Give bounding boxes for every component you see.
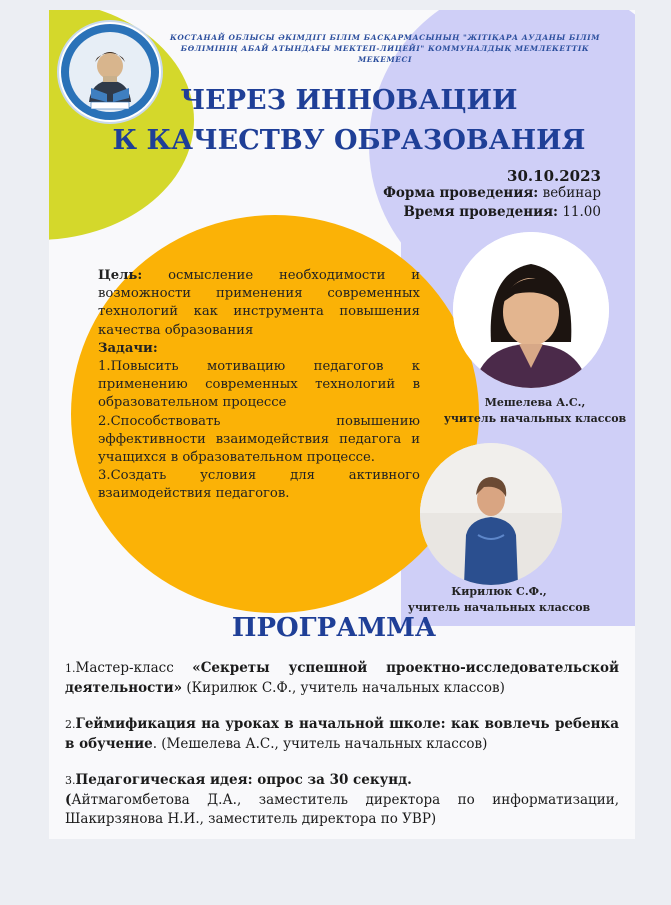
poster [49,10,635,839]
speaker-name: Мешелева А.С., [484,396,586,409]
task-item: 2.Способствовать повышению эффективности взаимодействия педагога и учащихся в образовательном процессе. [98,413,420,466]
tasks-label: Задачи: [98,340,158,356]
speaker-caption-2 [399,584,599,616]
task-item: 1.Повысить мотивацию педагогов к применению современных технологий в образовательном процессе [98,359,420,411]
event-time-label: Время проведения: [403,204,559,220]
event-format-value: вебинар [538,185,601,201]
goal-text: осмысление необходимости и возможности применения современных технологий как инструмента повышения качества образования [98,268,420,338]
speaker-photo-1 [453,232,609,388]
program-item: 1.Мастер-класс «Секреты успешной проектно-исследовательской деятельности» (Кирилюк С.Ф., учитель начальных классов) [65,660,619,696]
goals-block [98,267,420,504]
page-title-line2: К КАЧЕСТВУ ОБРАЗОВАНИЯ [112,125,586,156]
organization-name: КОСТАНАЙ ОБЛЫСЫ ӘКІМДІГІ БІЛІМ БАСҚАРМАСЫНЫҢ "ЖІТІҚАРА АУДАНЫ БІЛІМ БӨЛІМІНІҢ АБАЙ АТЫНДАҒЫ МЕКТЕП-ЛИЦЕЙІ" КОММУНАЛДЫҚ МЕМЛЕКЕТТІК МЕКЕМЕСІ [170,33,600,64]
speaker-role: учитель начальных классов [407,601,591,614]
task-item: 3.Создать условия для активного взаимодействия педагогов. [98,468,420,502]
speaker-caption-1 [435,395,635,427]
speaker-photo-2 [420,443,562,585]
event-time [403,204,601,220]
speaker-role: учитель начальных классов [443,412,627,425]
event-format-label: Форма проведения: [383,185,539,201]
event-format [383,185,601,201]
goal-label: Цель: [98,268,143,283]
program-item: 2.Геймификация на уроках в начальной школе: как вовлечь ребенка в обучение. (Мешелева А.С., учитель начальных классов) [65,716,619,752]
speaker-name: Кирилюк С.Ф., [451,585,547,598]
page-title-line1: ЧЕРЕЗ ИННОВАЦИИ [180,85,518,116]
event-date: 30.10.2023 [507,167,601,185]
program-title: ПРОГРАММА [231,613,437,643]
program-list [65,659,619,839]
event-time-value: 11.00 [558,204,601,220]
program-item: 3.Педагогическая идея: опрос за 30 секунд. (Айтмагомбетова Д.А., заместитель директора по информатизации, Шакирзянова Н.И., заместитель директора по УВР) [65,772,619,827]
